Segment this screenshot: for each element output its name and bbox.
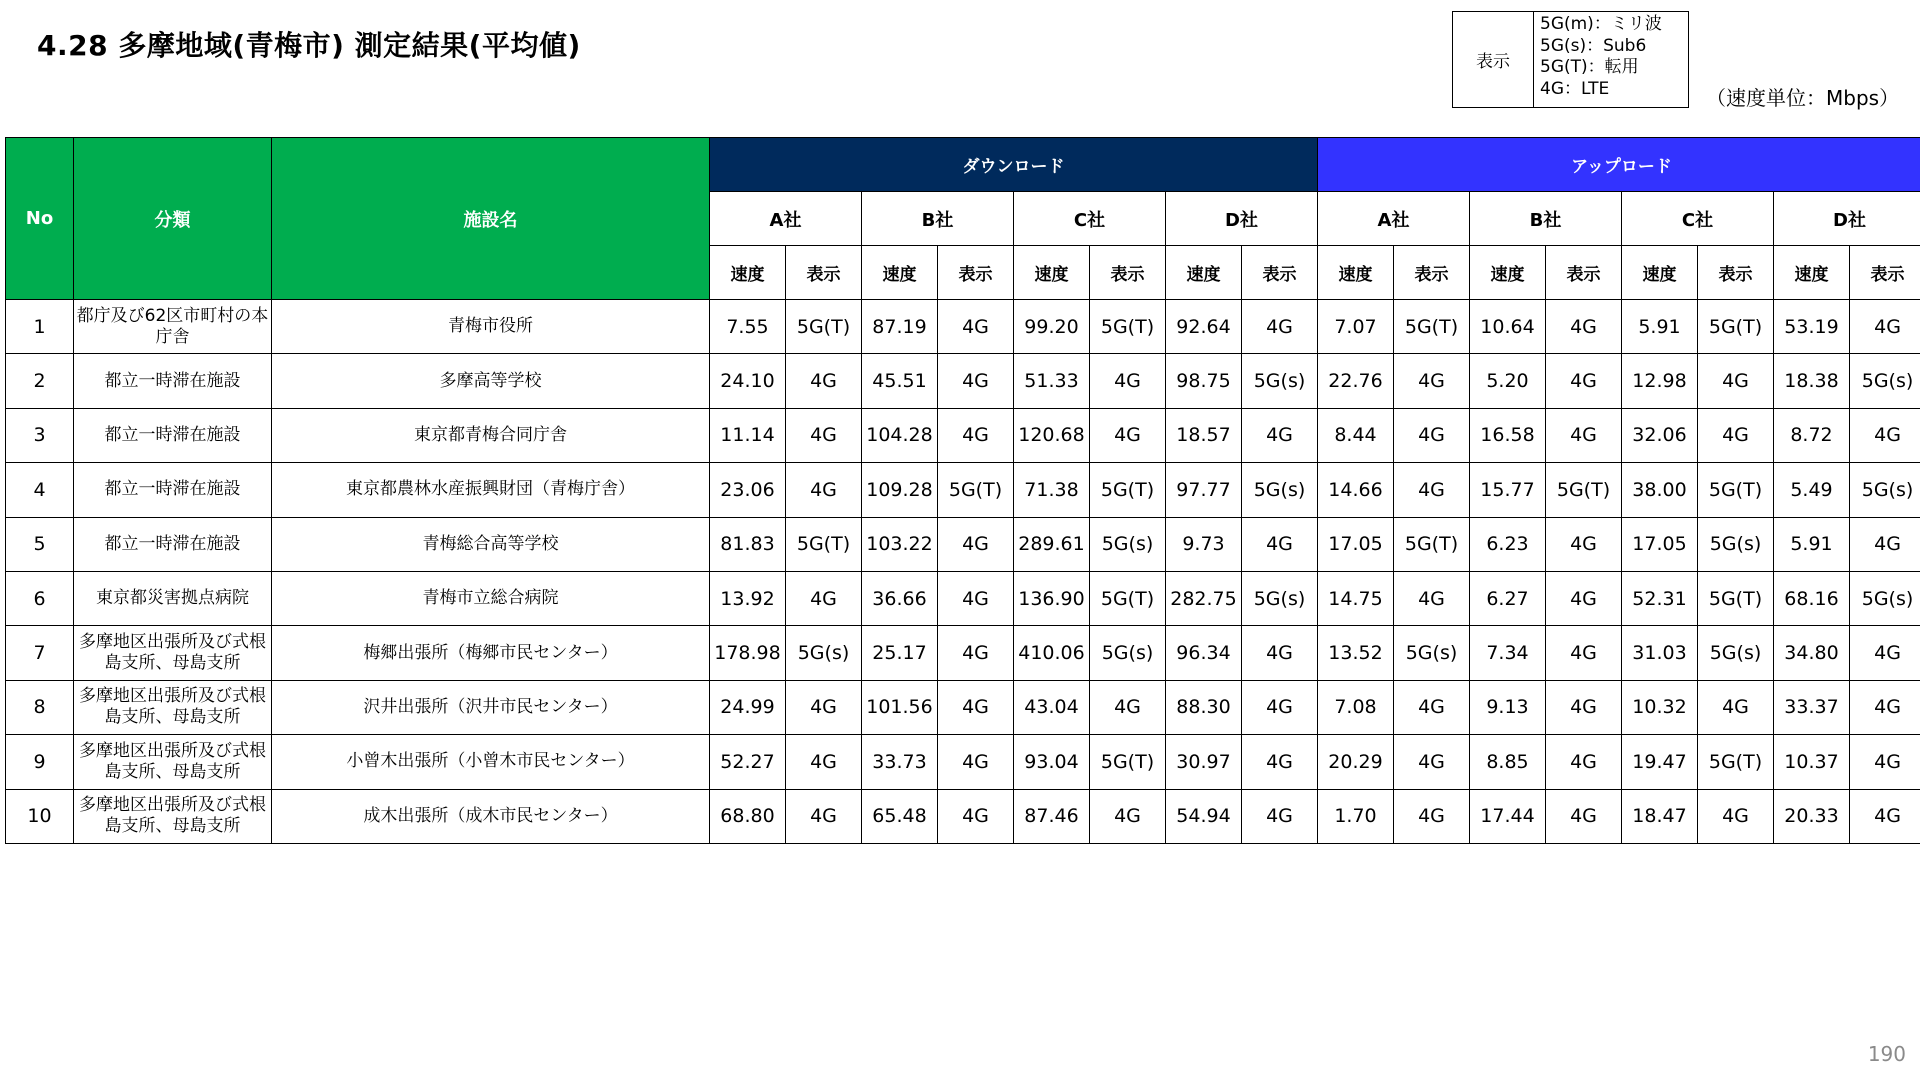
display-cell: 4G xyxy=(786,680,862,734)
speed-cell: 68.16 xyxy=(1774,571,1850,625)
header-display: 表示 xyxy=(1698,246,1774,300)
speed-cell: 65.48 xyxy=(862,789,938,843)
display-cell: 4G xyxy=(786,463,862,517)
display-cell: 5G(T) xyxy=(1698,463,1774,517)
speed-cell: 45.51 xyxy=(862,354,938,408)
speed-cell: 15.77 xyxy=(1470,463,1546,517)
display-cell: 4G xyxy=(786,735,862,789)
speed-cell: 10.37 xyxy=(1774,735,1850,789)
speed-cell: 13.92 xyxy=(710,571,786,625)
speed-cell: 289.61 xyxy=(1014,517,1090,571)
display-cell: 5G(T) xyxy=(1090,463,1166,517)
row-facility: 青梅市立総合病院 xyxy=(272,571,710,625)
speed-cell: 93.04 xyxy=(1014,735,1090,789)
speed-cell: 5.91 xyxy=(1622,300,1698,354)
speed-cell: 9.13 xyxy=(1470,680,1546,734)
row-facility: 梅郷出張所（梅郷市民センター） xyxy=(272,626,710,680)
display-cell: 4G xyxy=(1850,408,1920,462)
display-cell: 4G xyxy=(1546,789,1622,843)
speed-cell: 30.97 xyxy=(1166,735,1242,789)
display-cell: 5G(T) xyxy=(786,300,862,354)
speed-cell: 22.76 xyxy=(1318,354,1394,408)
header-category: 分類 xyxy=(74,138,272,300)
display-cell: 4G xyxy=(1546,680,1622,734)
display-cell: 4G xyxy=(1090,789,1166,843)
speed-cell: 51.33 xyxy=(1014,354,1090,408)
display-cell: 4G xyxy=(1090,408,1166,462)
display-cell: 5G(T) xyxy=(1090,300,1166,354)
display-cell: 5G(T) xyxy=(1698,571,1774,625)
display-cell: 4G xyxy=(1850,626,1920,680)
row-category: 都庁及び62区市町村の本庁舎 xyxy=(74,300,272,354)
speed-cell: 53.19 xyxy=(1774,300,1850,354)
speed-cell: 18.38 xyxy=(1774,354,1850,408)
display-cell: 5G(s) xyxy=(1698,517,1774,571)
row-category: 多摩地区出張所及び式根島支所、母島支所 xyxy=(74,735,272,789)
display-cell: 4G xyxy=(1698,680,1774,734)
speed-cell: 282.75 xyxy=(1166,571,1242,625)
display-cell: 5G(T) xyxy=(786,517,862,571)
display-cell: 4G xyxy=(1698,408,1774,462)
display-cell: 4G xyxy=(938,354,1014,408)
row-facility: 多摩高等学校 xyxy=(272,354,710,408)
row-category: 都立一時滞在施設 xyxy=(74,408,272,462)
display-cell: 5G(T) xyxy=(1394,517,1470,571)
header-upload-company-c: C社 xyxy=(1622,192,1774,246)
display-cell: 5G(T) xyxy=(938,463,1014,517)
display-cell: 4G xyxy=(1546,571,1622,625)
speed-cell: 98.75 xyxy=(1166,354,1242,408)
speed-unit-note: （速度単位：Mbps） xyxy=(1706,86,1900,110)
header-display: 表示 xyxy=(786,246,862,300)
row-number: 5 xyxy=(6,517,74,571)
speed-cell: 8.44 xyxy=(1318,408,1394,462)
row-facility: 青梅市役所 xyxy=(272,300,710,354)
speed-cell: 109.28 xyxy=(862,463,938,517)
speed-cell: 97.77 xyxy=(1166,463,1242,517)
display-cell: 4G xyxy=(1546,354,1622,408)
speed-cell: 17.44 xyxy=(1470,789,1546,843)
speed-cell: 96.34 xyxy=(1166,626,1242,680)
row-category: 都立一時滞在施設 xyxy=(74,517,272,571)
row-facility: 青梅総合高等学校 xyxy=(272,517,710,571)
row-facility: 成木出張所（成木市民センター） xyxy=(272,789,710,843)
header-download-company-d: D社 xyxy=(1166,192,1318,246)
row-category: 多摩地区出張所及び式根島支所、母島支所 xyxy=(74,789,272,843)
header-speed: 速度 xyxy=(710,246,786,300)
display-cell: 5G(T) xyxy=(1546,463,1622,517)
display-cell: 4G xyxy=(1698,789,1774,843)
display-cell: 5G(s) xyxy=(1698,626,1774,680)
table-row xyxy=(6,789,1920,843)
display-cell: 4G xyxy=(1090,354,1166,408)
table-body xyxy=(6,300,1920,844)
row-number: 10 xyxy=(6,789,74,843)
header-facility: 施設名 xyxy=(272,138,710,300)
speed-cell: 24.99 xyxy=(710,680,786,734)
speed-cell: 52.31 xyxy=(1622,571,1698,625)
display-cell: 4G xyxy=(786,354,862,408)
display-cell: 4G xyxy=(938,408,1014,462)
display-cell: 4G xyxy=(1394,789,1470,843)
speed-cell: 7.08 xyxy=(1318,680,1394,734)
speed-cell: 410.06 xyxy=(1014,626,1090,680)
display-cell: 4G xyxy=(1850,735,1920,789)
display-cell: 5G(s) xyxy=(1090,517,1166,571)
speed-cell: 71.38 xyxy=(1014,463,1090,517)
header-display: 表示 xyxy=(1242,246,1318,300)
row-number: 7 xyxy=(6,626,74,680)
speed-cell: 104.28 xyxy=(862,408,938,462)
legend-lines xyxy=(1534,12,1668,107)
speed-cell: 8.72 xyxy=(1774,408,1850,462)
display-cell: 4G xyxy=(1394,463,1470,517)
speed-cell: 24.10 xyxy=(710,354,786,408)
page-number: 190 xyxy=(1867,1042,1906,1066)
speed-cell: 19.47 xyxy=(1622,735,1698,789)
speed-cell: 10.32 xyxy=(1622,680,1698,734)
row-facility: 小曾木出張所（小曾木市民センター） xyxy=(272,735,710,789)
display-cell: 4G xyxy=(1394,735,1470,789)
header-display: 表示 xyxy=(1546,246,1622,300)
speed-cell: 11.14 xyxy=(710,408,786,462)
display-cell: 4G xyxy=(1546,626,1622,680)
row-number: 9 xyxy=(6,735,74,789)
header-display: 表示 xyxy=(1090,246,1166,300)
display-cell: 4G xyxy=(1850,517,1920,571)
table-row xyxy=(6,300,1920,354)
display-cell: 4G xyxy=(1394,571,1470,625)
speed-cell: 6.27 xyxy=(1470,571,1546,625)
row-category: 都立一時滞在施設 xyxy=(74,354,272,408)
row-category: 都立一時滞在施設 xyxy=(74,463,272,517)
display-cell: 4G xyxy=(1242,626,1318,680)
table-row xyxy=(6,517,1920,571)
speed-cell: 12.98 xyxy=(1622,354,1698,408)
row-facility: 沢井出張所（沢井市民センター） xyxy=(272,680,710,734)
display-cell: 5G(s) xyxy=(1394,626,1470,680)
table-row xyxy=(6,571,1920,625)
header-upload: アップロード xyxy=(1318,138,1920,192)
display-cell: 4G xyxy=(1394,408,1470,462)
legend-line: 4G：LTE xyxy=(1540,78,1610,99)
row-number: 2 xyxy=(6,354,74,408)
display-cell: 4G xyxy=(1242,300,1318,354)
display-cell: 5G(T) xyxy=(1090,735,1166,789)
speed-cell: 20.29 xyxy=(1318,735,1394,789)
row-number: 1 xyxy=(6,300,74,354)
display-cell: 4G xyxy=(1546,735,1622,789)
legend-label: 表示 xyxy=(1453,12,1534,107)
display-cell: 4G xyxy=(1850,789,1920,843)
speed-cell: 87.19 xyxy=(862,300,938,354)
display-cell: 5G(T) xyxy=(1698,735,1774,789)
display-cell: 4G xyxy=(1090,680,1166,734)
display-cell: 4G xyxy=(938,735,1014,789)
speed-cell: 31.03 xyxy=(1622,626,1698,680)
display-cell: 4G xyxy=(1546,517,1622,571)
header-download: ダウンロード xyxy=(710,138,1318,192)
display-cell: 4G xyxy=(938,571,1014,625)
display-cell: 5G(s) xyxy=(1242,354,1318,408)
header-display: 表示 xyxy=(1850,246,1920,300)
legend-line: 5G(T)：転用 xyxy=(1540,57,1639,77)
display-cell: 4G xyxy=(1394,680,1470,734)
speed-cell: 68.80 xyxy=(710,789,786,843)
row-number: 8 xyxy=(6,680,74,734)
speed-cell: 36.66 xyxy=(862,571,938,625)
speed-cell: 17.05 xyxy=(1622,517,1698,571)
display-cell: 4G xyxy=(1850,300,1920,354)
display-cell: 4G xyxy=(1242,408,1318,462)
header-no: No xyxy=(6,138,74,300)
header-speed: 速度 xyxy=(862,246,938,300)
display-cell: 5G(s) xyxy=(1090,626,1166,680)
display-cell: 4G xyxy=(1242,680,1318,734)
legend-line: 5G(s)：Sub6 xyxy=(1540,35,1647,56)
speed-cell: 120.68 xyxy=(1014,408,1090,462)
header-download-company-c: C社 xyxy=(1014,192,1166,246)
speed-cell: 1.70 xyxy=(1318,789,1394,843)
display-cell: 5G(s) xyxy=(1242,463,1318,517)
header-upload-company-d: D社 xyxy=(1774,192,1920,246)
speed-cell: 52.27 xyxy=(710,735,786,789)
table-row xyxy=(6,735,1920,789)
header-download-company-a: A社 xyxy=(710,192,862,246)
speed-cell: 38.00 xyxy=(1622,463,1698,517)
display-cell: 4G xyxy=(1546,300,1622,354)
table-row xyxy=(6,354,1920,408)
display-cell: 4G xyxy=(1546,408,1622,462)
speed-cell: 5.91 xyxy=(1774,517,1850,571)
header-speed: 速度 xyxy=(1470,246,1546,300)
speed-cell: 13.52 xyxy=(1318,626,1394,680)
table-row xyxy=(6,463,1920,517)
speed-cell: 81.83 xyxy=(710,517,786,571)
speed-cell: 34.80 xyxy=(1774,626,1850,680)
speed-cell: 14.66 xyxy=(1318,463,1394,517)
speed-cell: 5.20 xyxy=(1470,354,1546,408)
speed-cell: 33.73 xyxy=(862,735,938,789)
table-row xyxy=(6,680,1920,734)
speed-cell: 7.34 xyxy=(1470,626,1546,680)
header-download-company-b: B社 xyxy=(862,192,1014,246)
display-cell: 5G(s) xyxy=(1850,463,1920,517)
display-cell: 5G(T) xyxy=(1090,571,1166,625)
header-speed: 速度 xyxy=(1014,246,1090,300)
speed-cell: 14.75 xyxy=(1318,571,1394,625)
display-cell: 5G(s) xyxy=(1850,571,1920,625)
row-number: 6 xyxy=(6,571,74,625)
display-cell: 4G xyxy=(1242,789,1318,843)
display-cell: 4G xyxy=(1242,517,1318,571)
header-display: 表示 xyxy=(938,246,1014,300)
speed-cell: 10.64 xyxy=(1470,300,1546,354)
speed-cell: 92.64 xyxy=(1166,300,1242,354)
display-cell: 5G(s) xyxy=(786,626,862,680)
speed-cell: 178.98 xyxy=(710,626,786,680)
speed-cell: 17.05 xyxy=(1318,517,1394,571)
speed-cell: 18.57 xyxy=(1166,408,1242,462)
table-row xyxy=(6,408,1920,462)
display-cell: 5G(T) xyxy=(1394,300,1470,354)
speed-cell: 25.17 xyxy=(862,626,938,680)
header-speed: 速度 xyxy=(1774,246,1850,300)
display-cell: 4G xyxy=(786,408,862,462)
page-title: 4.28 多摩地域(青梅市) 測定結果(平均値) xyxy=(37,29,581,62)
header-speed: 速度 xyxy=(1318,246,1394,300)
header-upload-company-b: B社 xyxy=(1470,192,1622,246)
display-cell: 4G xyxy=(938,517,1014,571)
speed-cell: 7.55 xyxy=(710,300,786,354)
row-category: 東京都災害拠点病院 xyxy=(74,571,272,625)
row-facility: 東京都農林水産振興財団（青梅庁舎） xyxy=(272,463,710,517)
row-number: 4 xyxy=(6,463,74,517)
speed-cell: 101.56 xyxy=(862,680,938,734)
speed-cell: 136.90 xyxy=(1014,571,1090,625)
speed-cell: 87.46 xyxy=(1014,789,1090,843)
speed-cell: 16.58 xyxy=(1470,408,1546,462)
speed-cell: 43.04 xyxy=(1014,680,1090,734)
speed-cell: 103.22 xyxy=(862,517,938,571)
header-speed: 速度 xyxy=(1166,246,1242,300)
speed-cell: 8.85 xyxy=(1470,735,1546,789)
display-cell: 4G xyxy=(1850,680,1920,734)
speed-cell: 7.07 xyxy=(1318,300,1394,354)
header-speed: 速度 xyxy=(1622,246,1698,300)
display-cell: 4G xyxy=(938,300,1014,354)
speed-cell: 6.23 xyxy=(1470,517,1546,571)
speed-cell: 33.37 xyxy=(1774,680,1850,734)
speed-cell: 88.30 xyxy=(1166,680,1242,734)
speed-cell: 9.73 xyxy=(1166,517,1242,571)
display-cell: 4G xyxy=(938,626,1014,680)
speed-cell: 20.33 xyxy=(1774,789,1850,843)
display-cell: 5G(T) xyxy=(1698,300,1774,354)
display-cell: 5G(s) xyxy=(1850,354,1920,408)
display-cell: 4G xyxy=(1698,354,1774,408)
display-legend xyxy=(1452,11,1689,108)
display-cell: 4G xyxy=(1242,735,1318,789)
row-category: 多摩地区出張所及び式根島支所、母島支所 xyxy=(74,680,272,734)
display-cell: 4G xyxy=(1394,354,1470,408)
display-cell: 5G(s) xyxy=(1242,571,1318,625)
row-facility: 東京都青梅合同庁舎 xyxy=(272,408,710,462)
speed-cell: 99.20 xyxy=(1014,300,1090,354)
display-cell: 4G xyxy=(786,571,862,625)
speed-cell: 18.47 xyxy=(1622,789,1698,843)
display-cell: 4G xyxy=(938,680,1014,734)
results-table xyxy=(5,137,1920,844)
speed-cell: 23.06 xyxy=(710,463,786,517)
header-upload-company-a: A社 xyxy=(1318,192,1470,246)
display-cell: 4G xyxy=(786,789,862,843)
header-display: 表示 xyxy=(1394,246,1470,300)
speed-cell: 54.94 xyxy=(1166,789,1242,843)
speed-cell: 5.49 xyxy=(1774,463,1850,517)
legend-line: 5G(m)：ミリ波 xyxy=(1540,14,1662,34)
speed-cell: 32.06 xyxy=(1622,408,1698,462)
display-cell: 4G xyxy=(938,789,1014,843)
table-row xyxy=(6,626,1920,680)
row-number: 3 xyxy=(6,408,74,462)
row-category: 多摩地区出張所及び式根島支所、母島支所 xyxy=(74,626,272,680)
